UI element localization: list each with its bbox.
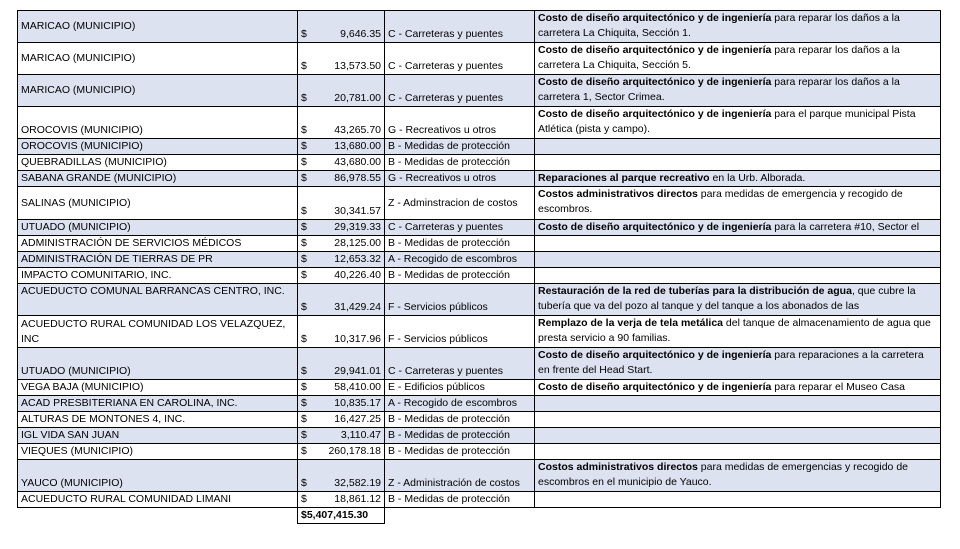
amount-value: 12,653.32 [334, 253, 381, 265]
description-cell[interactable] [535, 460, 941, 492]
currency-symbol: $ [301, 333, 307, 345]
table-row [18, 75, 941, 107]
recipient-cell[interactable]: IMPACTO COMUNITARIO, INC. [18, 268, 298, 284]
category-cell[interactable]: C - Carreteras y puentes [385, 75, 535, 107]
description-text: del tanque de almacenamiento de agua que presta servicio a 90 familias. [538, 317, 931, 344]
category-cell[interactable]: B - Medidas de protección [385, 444, 535, 460]
amount-value: 32,582.19 [334, 477, 381, 489]
currency-symbol: $ [301, 397, 307, 409]
description-cell[interactable] [535, 428, 941, 444]
table-row [18, 171, 941, 187]
category-cell[interactable]: A - Recogido de escombros [385, 396, 535, 412]
amount-value: 10,317.96 [334, 333, 381, 345]
recipient-cell[interactable]: MARICAO (MUNICIPIO) [18, 11, 298, 43]
amount-value: 16,427.25 [334, 413, 381, 425]
description-cell[interactable] [535, 396, 941, 412]
amount-value: 86,978.55 [334, 172, 381, 184]
currency-symbol: $ [301, 237, 307, 249]
category-cell[interactable]: Z - Adminstracion de costos [385, 187, 535, 220]
amount-value: 3,110.47 [340, 429, 381, 441]
category-cell[interactable]: G - Recreativos u otros [385, 171, 535, 187]
amount-cell[interactable] [298, 220, 385, 236]
description-cell[interactable] [535, 444, 941, 460]
category-cell[interactable]: F - Servicios públicos [385, 316, 535, 348]
currency-symbol: $ [301, 301, 307, 313]
table-row [18, 460, 941, 492]
currency-symbol: $ [301, 477, 307, 489]
currency-symbol: $ [301, 493, 307, 505]
description-cell[interactable] [535, 75, 941, 107]
amount-cell[interactable] [298, 316, 385, 348]
amount-cell[interactable] [298, 268, 385, 284]
currency-symbol: $ [301, 381, 307, 393]
description-cell[interactable] [535, 236, 941, 252]
amount-value: 18,861.12 [334, 493, 381, 505]
description-text: para reparar el Museo Casa [771, 381, 906, 393]
currency-symbol: $ [301, 156, 307, 168]
description-cell[interactable] [535, 139, 941, 155]
category-cell[interactable]: C - Carreteras y puentes [385, 43, 535, 75]
currency-symbol: $ [301, 429, 307, 441]
table-row [18, 284, 941, 316]
amount-cell[interactable] [298, 380, 385, 396]
description-cell[interactable] [535, 348, 941, 380]
description-cell[interactable] [535, 43, 941, 75]
recipient-cell[interactable]: ADMINISTRACIÓN DE SERVICIOS MÉDICOS [18, 236, 298, 252]
description-cell[interactable] [535, 107, 941, 139]
currency-symbol: $ [301, 365, 307, 377]
currency-symbol: $ [301, 92, 307, 104]
description-bold: Restauración de la red de tuberías para la distribución de agua [538, 285, 852, 297]
recipient-cell[interactable]: ALTURAS DE MONTONES 4, INC. [18, 412, 298, 428]
amount-cell[interactable] [298, 444, 385, 460]
description-cell[interactable] [535, 155, 941, 171]
recipient-cell[interactable]: YAUCO (MUNICIPIO) [18, 460, 298, 492]
category-cell[interactable]: G - Recreativos u otros [385, 107, 535, 139]
currency-symbol: $ [301, 445, 307, 457]
amount-cell[interactable] [298, 171, 385, 187]
total-spacer [535, 508, 941, 524]
description-text: en la Urb. Alborada. [709, 172, 806, 184]
category-cell[interactable]: C - Carreteras y puentes [385, 220, 535, 236]
description-cell[interactable] [535, 284, 941, 316]
table-row [18, 428, 941, 444]
category-cell[interactable]: F - Servicios públicos [385, 284, 535, 316]
description-cell[interactable] [535, 220, 941, 236]
amount-cell[interactable] [298, 284, 385, 316]
amount-cell[interactable] [298, 75, 385, 107]
description-cell[interactable] [535, 11, 941, 43]
table-row [18, 412, 941, 428]
category-cell[interactable]: E - Edificios públicos [385, 380, 535, 396]
amount-cell[interactable] [298, 107, 385, 139]
amount-value: 10,835.17 [334, 397, 381, 409]
description-text: para medidas de emergencia y recogido de escombros. [538, 188, 903, 215]
recipient-cell[interactable]: QUEBRADILLAS (MUNICIPIO) [18, 155, 298, 171]
recipient-cell[interactable]: UTUADO (MUNICIPIO) [18, 348, 298, 380]
recipient-cell[interactable]: ACUEDUCTO COMUNAL BARRANCAS CENTRO, INC. [18, 284, 298, 316]
description-cell[interactable] [535, 268, 941, 284]
table-row [18, 155, 941, 171]
amount-value: 28,125.00 [334, 237, 381, 249]
description-cell[interactable] [535, 252, 941, 268]
total-row [18, 508, 941, 524]
table-row [18, 107, 941, 139]
recipient-cell[interactable]: OROCOVIS (MUNICIPIO) [18, 107, 298, 139]
amount-cell[interactable] [298, 428, 385, 444]
description-bold: Costo de diseño arquitectónico y de ingeniería [538, 349, 772, 361]
amount-cell[interactable] [298, 139, 385, 155]
currency-symbol: $ [301, 253, 307, 265]
amount-value: 13,573.50 [334, 60, 381, 72]
description-cell[interactable] [535, 187, 941, 220]
amount-value: 29,941.01 [334, 365, 381, 377]
amount-cell[interactable] [298, 412, 385, 428]
category-cell[interactable]: B - Medidas de protección [385, 236, 535, 252]
recipient-cell[interactable]: MARICAO (MUNICIPIO) [18, 75, 298, 107]
amount-value: 9,646.35 [340, 28, 381, 40]
recipient-cell[interactable]: ADMINISTRACIÓN DE TIERRAS DE PR [18, 252, 298, 268]
description-bold: Costos administrativos directos [538, 188, 698, 200]
description-bold: Costo de diseño arquitectónico y de ingeniería [538, 108, 772, 120]
description-cell[interactable] [535, 171, 941, 187]
amount-value: 43,265.70 [334, 124, 381, 136]
total-amount-cell[interactable] [298, 508, 385, 524]
category-cell[interactable]: B - Medidas de protección [385, 412, 535, 428]
amount-cell[interactable] [298, 11, 385, 43]
amount-cell[interactable] [298, 43, 385, 75]
category-cell[interactable]: B - Medidas de protección [385, 428, 535, 444]
table-row [18, 11, 941, 43]
total-spacer [18, 508, 298, 524]
recipient-cell[interactable]: VEGA BAJA (MUNICIPIO) [18, 380, 298, 396]
description-bold: Costo de diseño arquitectónico y de ingeniería [538, 381, 772, 393]
table-row [18, 316, 941, 348]
description-cell[interactable] [535, 412, 941, 428]
amount-cell[interactable] [298, 348, 385, 380]
amount-cell[interactable] [298, 236, 385, 252]
table-row [18, 139, 941, 155]
table-row [18, 43, 941, 75]
description-text: para el parque municipal Pista Atlética (pista y campo). [538, 108, 916, 135]
currency-symbol: $ [301, 413, 307, 425]
currency-symbol: $ [301, 205, 307, 217]
amount-value: 13,680.00 [334, 140, 381, 152]
recipient-cell[interactable]: MARICAO (MUNICIPIO) [18, 43, 298, 75]
description-text: para la carretera #10, Sector el [771, 221, 920, 233]
category-cell[interactable]: C - Carreteras y puentes [385, 348, 535, 380]
allocations-table [17, 10, 941, 524]
amount-value: 30,341.57 [334, 205, 381, 217]
amount-value: 43,680.00 [334, 156, 381, 168]
amount-cell[interactable] [298, 187, 385, 220]
category-cell[interactable]: C - Carreteras y puentes [385, 11, 535, 43]
description-text: , que cubre la tubería que va del pozo al tanque y del tanque a los abonados de las [538, 285, 916, 312]
table-row [18, 444, 941, 460]
amount-value: 31,429.24 [334, 301, 381, 313]
description-text: para reparar los daños a la carretera 1, Sector Crimea. [538, 76, 900, 103]
recipient-cell[interactable]: ACUEDUCTO RURAL COMUNIDAD LOS VELAZQUEZ, INC [18, 316, 298, 348]
description-text: para medidas de emergencias y recogido de escombros en el municipio de Yauco. [538, 461, 908, 488]
amount-cell[interactable] [298, 155, 385, 171]
table-row [18, 380, 941, 396]
currency-symbol: $ [301, 172, 307, 184]
description-bold: Reparaciones al parque recreativo [538, 172, 710, 184]
amount-value: 40,226.40 [334, 269, 381, 281]
recipient-cell[interactable]: IGL VIDA SAN JUAN [18, 428, 298, 444]
description-bold: Costo de diseño arquitectónico y de ingeniería [538, 44, 772, 56]
recipient-cell[interactable]: ACAD PRESBITERIANA EN CAROLINA, INC. [18, 396, 298, 412]
currency-symbol: $ [301, 60, 307, 72]
table-row [18, 236, 941, 252]
amount-cell[interactable] [298, 460, 385, 492]
currency-symbol: $ [301, 221, 307, 233]
currency-symbol: $ [301, 124, 307, 136]
amount-cell[interactable] [298, 396, 385, 412]
total-amount: $5,407,415.30 [301, 509, 369, 521]
amount-value: 20,781.00 [334, 92, 381, 104]
table-row [18, 348, 941, 380]
description-bold: Costo de diseño arquitectónico y de ingeniería [538, 221, 772, 233]
table-row [18, 220, 941, 236]
recipient-cell[interactable]: UTUADO (MUNICIPIO) [18, 220, 298, 236]
description-bold: Costo de diseño arquitectónico y de ingeniería [538, 76, 772, 88]
category-cell[interactable]: B - Medidas de protección [385, 139, 535, 155]
description-text: para reparar los daños a la carretera La Chiquita, Sección 1. [538, 12, 900, 39]
total-spacer [385, 508, 535, 524]
description-cell[interactable] [535, 380, 941, 396]
recipient-cell[interactable]: SALINAS (MUNICIPIO) [18, 187, 298, 220]
description-text: para reparar los daños a la carretera La Chiquita, Sección 5. [538, 44, 900, 71]
category-cell[interactable]: A - Recogido de escombros [385, 252, 535, 268]
description-bold: Remplazo de la verja de tela metálica [538, 317, 724, 329]
amount-cell[interactable] [298, 252, 385, 268]
table-row [18, 492, 941, 508]
category-cell[interactable]: B - Medidas de protección [385, 492, 535, 508]
table-row [18, 187, 941, 220]
description-bold: Costos administrativos directos [538, 461, 698, 473]
category-cell[interactable]: B - Medidas de protección [385, 268, 535, 284]
description-cell[interactable] [535, 492, 941, 508]
amount-cell[interactable] [298, 492, 385, 508]
currency-symbol: $ [301, 28, 307, 40]
amount-value: 29,319.33 [334, 221, 381, 233]
table-row [18, 268, 941, 284]
currency-symbol: $ [301, 140, 307, 152]
recipient-cell[interactable]: SABANA GRANDE (MUNICIPIO) [18, 171, 298, 187]
recipient-cell[interactable]: VIEQUES (MUNICIPIO) [18, 444, 298, 460]
recipient-cell[interactable]: ACUEDUCTO RURAL COMUNIDAD LIMANI [18, 492, 298, 508]
amount-value: 58,410.00 [334, 381, 381, 393]
currency-symbol: $ [301, 269, 307, 281]
table-row [18, 396, 941, 412]
amount-value: 260,178.18 [328, 445, 381, 457]
category-cell[interactable]: Z - Administración de costos [385, 460, 535, 492]
table-row [18, 252, 941, 268]
description-text: para reparaciones a la carretera en frente del Head Start. [538, 349, 924, 376]
recipient-cell[interactable]: OROCOVIS (MUNICIPIO) [18, 139, 298, 155]
description-cell[interactable] [535, 316, 941, 348]
description-bold: Costo de diseño arquitectónico y de ingeniería [538, 12, 772, 24]
category-cell[interactable]: B - Medidas de protección [385, 155, 535, 171]
